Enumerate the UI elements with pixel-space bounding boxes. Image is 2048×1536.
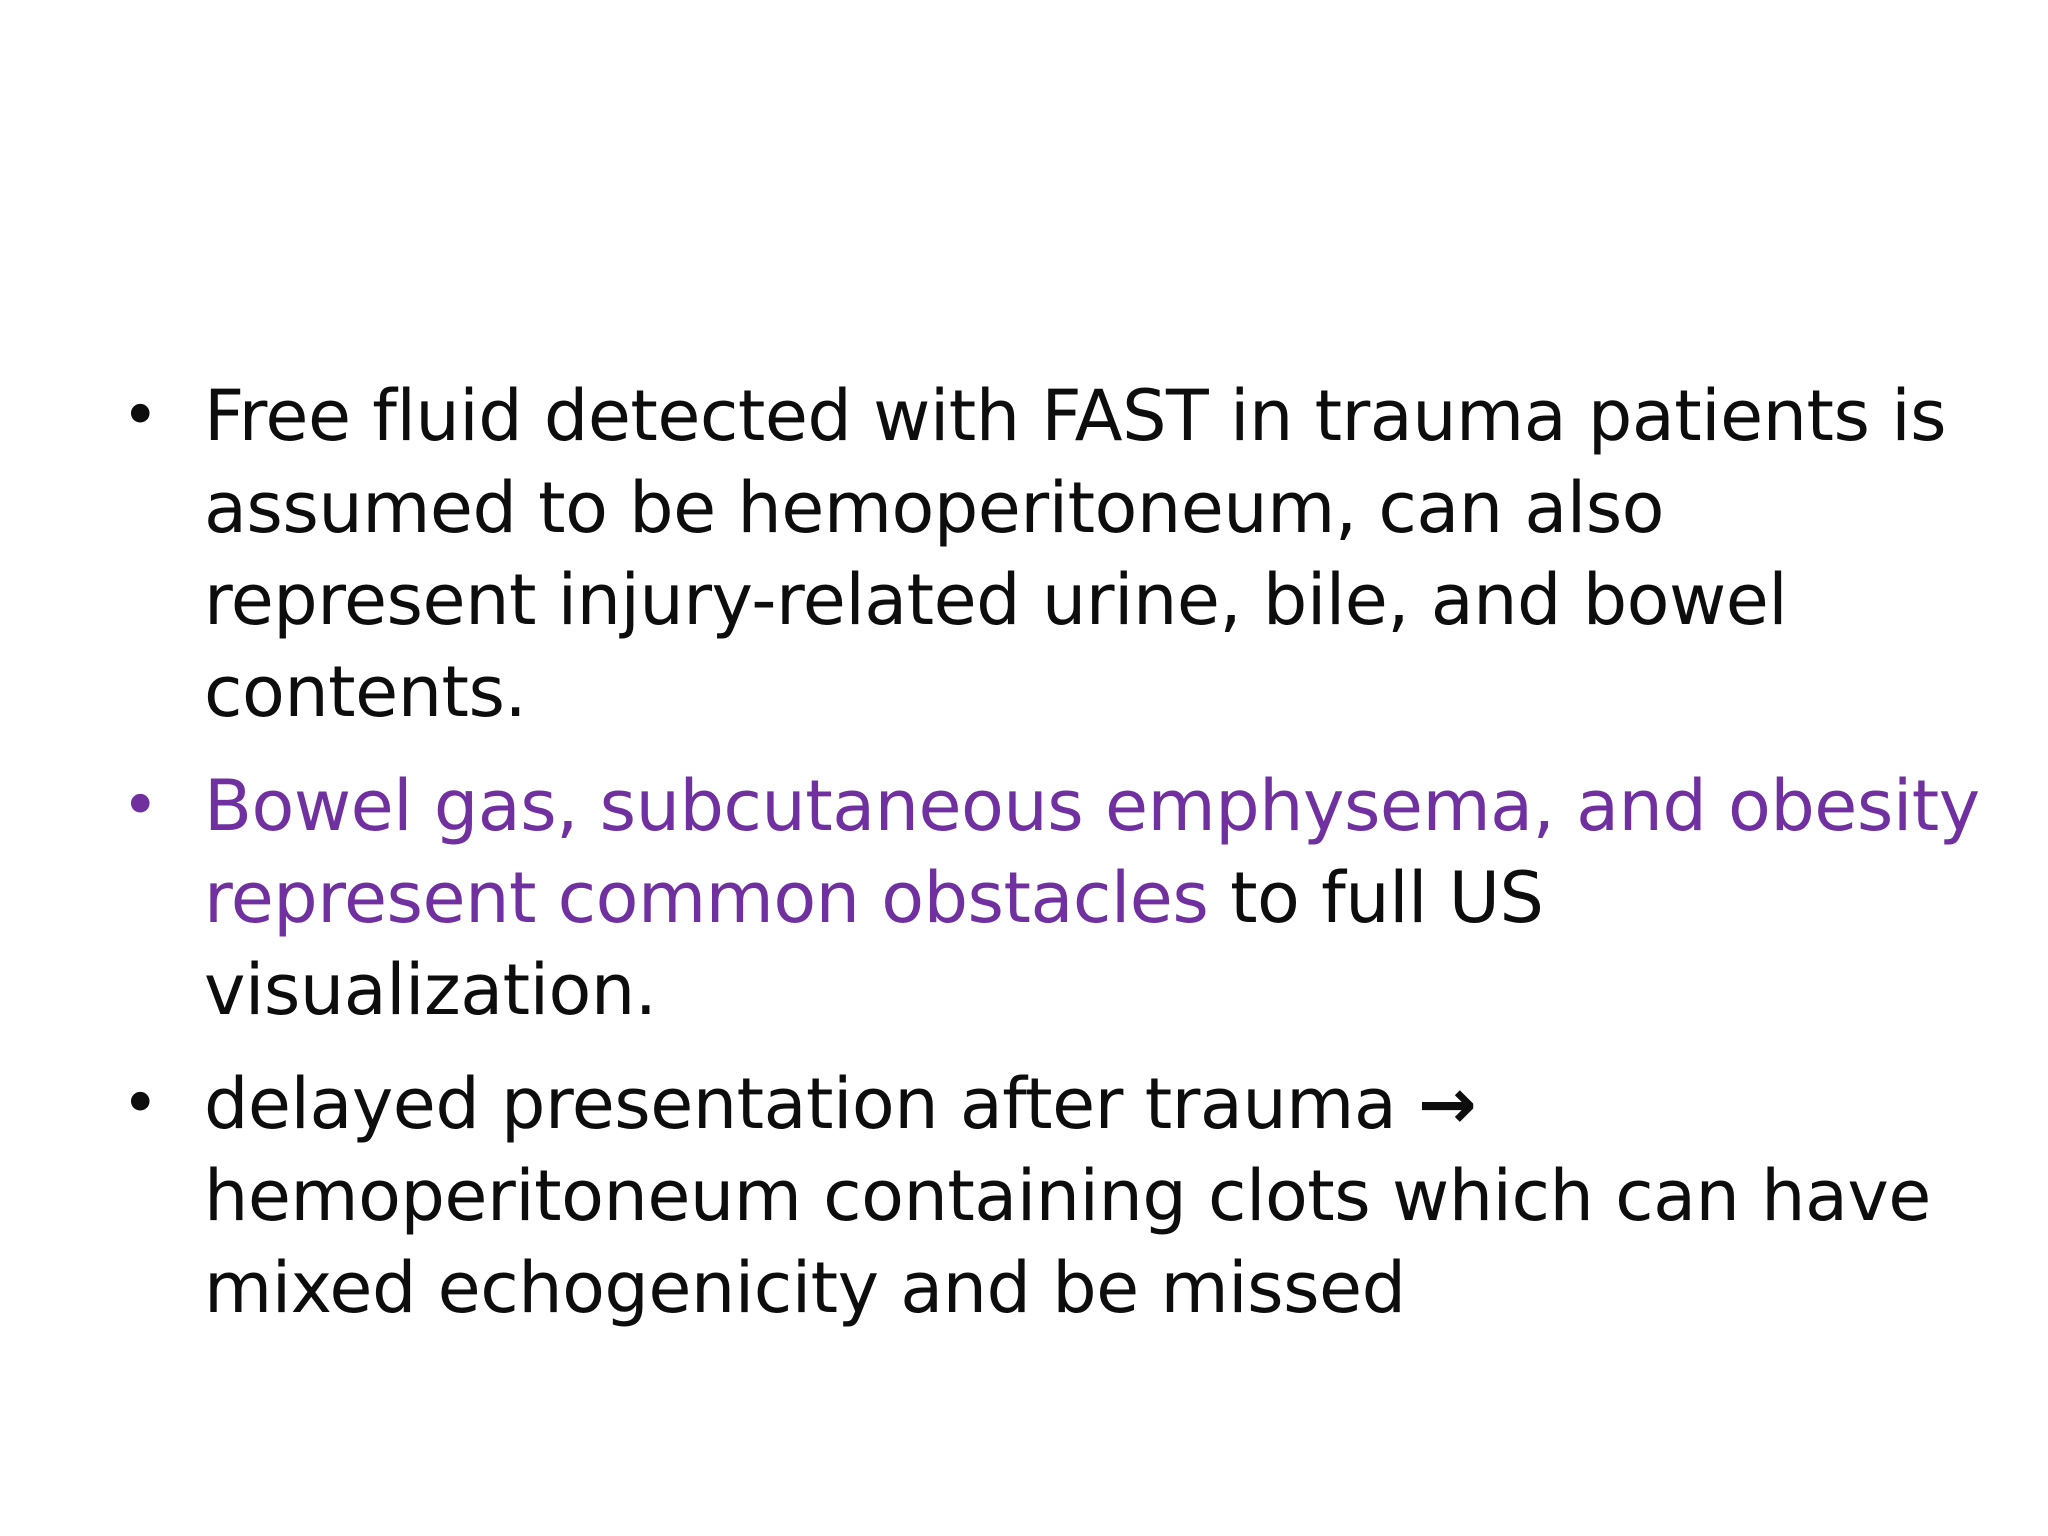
bullet-item-delayed-presentation — [120, 1058, 1980, 1334]
bullet-item-obstacles — [120, 760, 1980, 1036]
right-arrow-icon: → — [1418, 1063, 1477, 1145]
bullet-dot-icon: • — [121, 1067, 159, 1141]
bullet-text: hemoperitoneum containing clots which can have mixed echogenicity and be missed — [204, 1155, 1931, 1329]
bullet-dot-icon: • — [121, 769, 159, 843]
bullet-highlight-text: Bowel gas, subcutaneous emphysema, and obesity represent common obstacles — [204, 765, 1980, 939]
bullet-text: delayed presentation after trauma — [204, 1063, 1419, 1145]
bullet-text: Free fluid detected with FAST in trauma patients is assumed to be hemoperitoneum, can also represent injury-related urine, bile, and bowel contents. — [204, 375, 1947, 733]
bullet-list — [120, 370, 1980, 1356]
bullet-text: to full US visualization. — [204, 857, 1544, 1031]
bullet-dot-icon: • — [121, 379, 159, 453]
bullet-item-free-fluid — [120, 370, 1980, 738]
